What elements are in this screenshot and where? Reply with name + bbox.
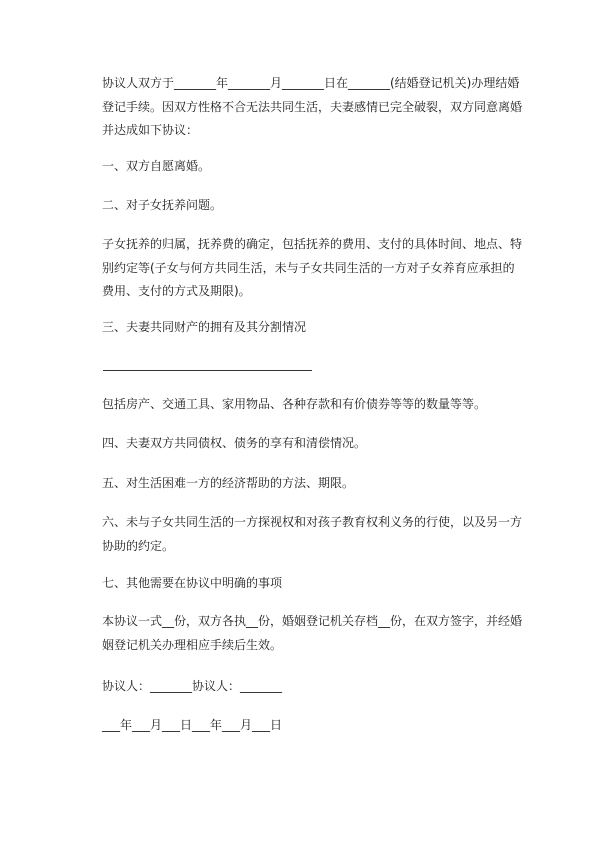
clause-2-heading: 二、对子女抚养问题。 bbox=[102, 198, 223, 212]
date-line: ___年___月___日___年___月___日 bbox=[102, 718, 283, 732]
clause-4: 四、夫妻双方共同债权、债务的享有和清偿情况。 bbox=[102, 436, 367, 450]
clause-1: 一、双方自愿离婚。 bbox=[102, 159, 211, 173]
blank-underline bbox=[103, 370, 312, 371]
effect-paragraph: 本协议一式__份，双方各执__份，婚姻登记机关存档__份，在双方签字，并经婚姻登记机关办理相应手续后生效。 bbox=[102, 614, 523, 652]
clause-3-body: 包括房产、交通工具、家用物品、各种存款和有价债券等等的数量等等。 bbox=[102, 397, 487, 411]
clause-6: 六、未与子女共同生活的一方探视权和对孩子教育权利义务的行使，以及另一方协助的约定。 bbox=[102, 515, 523, 553]
signature-line: 协议人：_______协议人：_______ bbox=[102, 679, 283, 693]
intro-paragraph: 协议人双方于_______年_______月_______日在_______(结婚登记机关)办理结婚登记手续。因双方性格不合无法共同生活，夫妻感情已完全破裂，双方同意离婚并达成如下协议： bbox=[102, 76, 523, 137]
clause-3-heading: 三、夫妻共同财产的拥有及其分割情况 bbox=[102, 320, 307, 334]
clause-7: 七、其他需要在协议中明确的事项 bbox=[102, 576, 283, 590]
clause-2-body: 子女抚养的归属，抚养费的确定，包括抚养的费用、支付的具体时间、地点、特别约定等(子女与何方共同生活，未与子女共同生活的一方对子女养育应承担的费用、支付的方式及期限)。 bbox=[102, 237, 523, 298]
clause-5: 五、对生活困难一方的经济帮助的方法、期限。 bbox=[102, 476, 355, 490]
